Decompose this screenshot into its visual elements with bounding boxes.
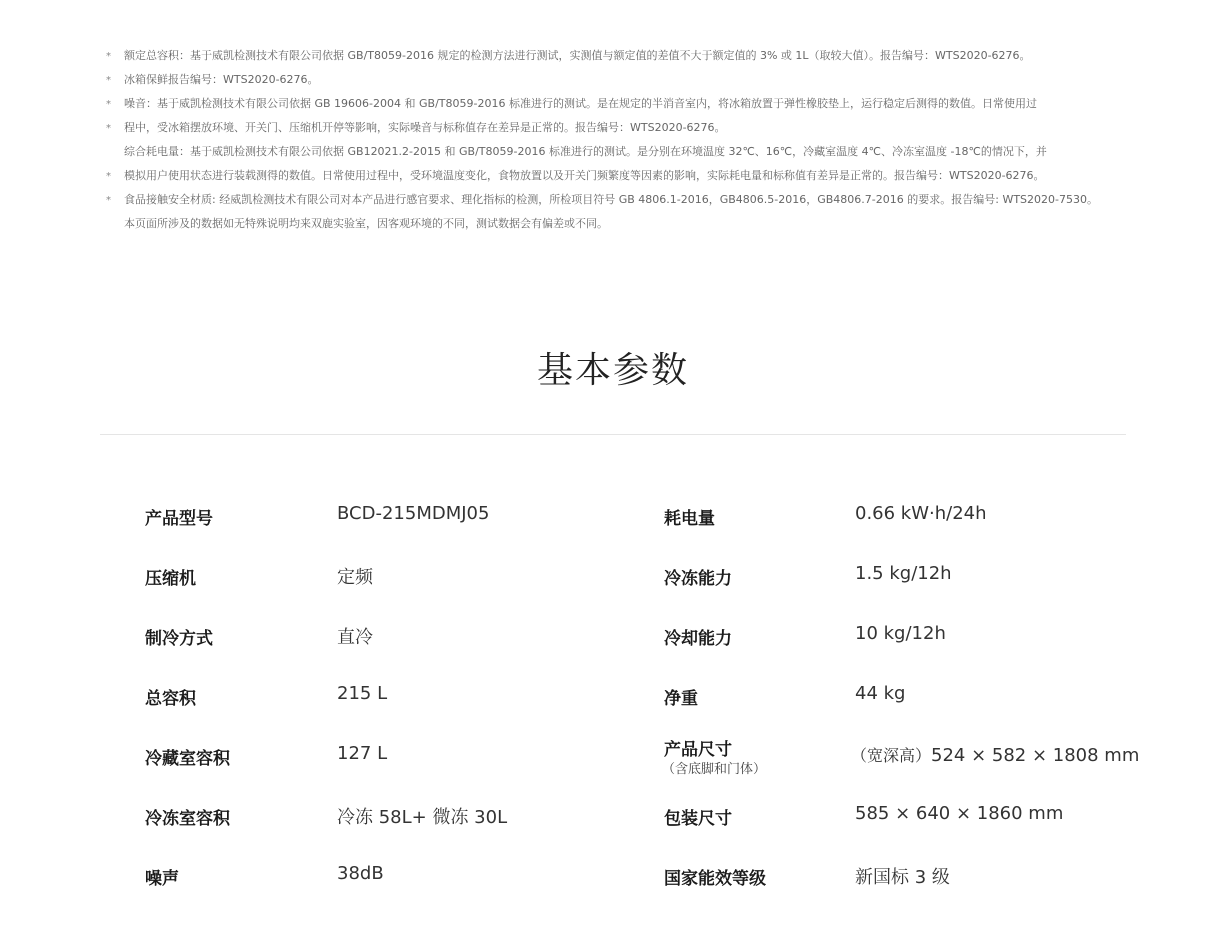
note-line bbox=[100, 68, 1130, 92]
spec-label: 制冷方式 bbox=[145, 629, 213, 649]
spec-label: 产品尺寸 bbox=[664, 740, 732, 760]
spec-sublabel: （含底脚和门体） bbox=[662, 762, 767, 777]
spec-row bbox=[0, 724, 1226, 784]
bullet-star-icon: * bbox=[106, 171, 111, 182]
spec-row bbox=[0, 844, 1226, 904]
spec-value: 38dB bbox=[337, 863, 384, 884]
spec-label: 冷却能力 bbox=[664, 629, 732, 649]
spec-row bbox=[0, 604, 1226, 664]
note-text: 额定总容积：基于威凯检测技术有限公司依据 GB/T8059-2016 规定的检测方法进行测试，实测值与额定值的差值不大于额定值的 3% 或 1L（取较大值）。报告编号：WTS2020-6276。 bbox=[124, 49, 1031, 62]
spec-value: 直冷 bbox=[337, 627, 373, 648]
spec-row bbox=[0, 484, 1226, 544]
note-line bbox=[100, 92, 1130, 116]
note-text: 模拟用户使用状态进行装载测得的数值。日常使用过程中，受环境温度变化，食物放置以及开关门频繁度等因素的影响，实际耗电量和标称值有差异是正常的。报告编号：WTS2020-6276。 bbox=[124, 169, 1045, 182]
spec-label: 噪声 bbox=[145, 869, 179, 889]
bullet-star-icon: * bbox=[106, 75, 111, 86]
spec-value: 定频 bbox=[337, 567, 373, 588]
spec-value: 585 × 640 × 1860 mm bbox=[855, 803, 1064, 824]
spec-label: 包装尺寸 bbox=[664, 809, 732, 829]
note-text: 程中，受冰箱摆放环境、开关门、压缩机开停等影响，实际噪音与标称值存在差异是正常的。报告编号：WTS2020-6276。 bbox=[124, 121, 726, 134]
spec-label: 净重 bbox=[664, 689, 698, 709]
spec-value: 10 kg/12h bbox=[855, 623, 946, 644]
spec-value: 0.66 kW·h/24h bbox=[855, 503, 987, 524]
note-line bbox=[100, 140, 1130, 164]
spec-row bbox=[0, 784, 1226, 844]
disclaimer-notes bbox=[100, 44, 1130, 236]
spec-value: 127 L bbox=[337, 743, 388, 764]
section-title: 基本参数 bbox=[536, 350, 689, 391]
spec-value: 215 L bbox=[337, 683, 388, 704]
spec-value-prefix: （宽深高） bbox=[851, 746, 932, 765]
spec-label: 总容积 bbox=[145, 689, 196, 709]
bullet-star-icon: * bbox=[106, 51, 111, 62]
note-line bbox=[100, 188, 1130, 212]
spec-row bbox=[0, 544, 1226, 604]
note-text: 本页面所涉及的数据如无特殊说明均来双鹿实验室，因客观环境的不同，测试数据会有偏差或不同。 bbox=[124, 217, 608, 230]
note-line bbox=[100, 116, 1130, 140]
note-line bbox=[100, 212, 1130, 236]
spec-row bbox=[0, 664, 1226, 724]
spec-value: 冷冻 58L+ 微冻 30L bbox=[337, 807, 508, 828]
note-line bbox=[100, 44, 1130, 68]
spec-value: 新国标 3 级 bbox=[855, 867, 950, 888]
spec-value: 1.5 kg/12h bbox=[855, 563, 952, 584]
note-text: 食品接触安全材质: 经威凯检测技术有限公司对本产品进行感官要求、理化指标的检测，所检项目符号 GB 4806.1-2016，GB4806.5-2016，GB4806.7-2016 的要求。报告编号: WTS2020-7530。 bbox=[124, 193, 1098, 206]
note-line bbox=[100, 164, 1130, 188]
bullet-star-icon: * bbox=[106, 195, 111, 206]
spec-value: BCD-215MDMJ05 bbox=[337, 503, 490, 524]
spec-value: 44 kg bbox=[855, 683, 906, 704]
spec-label: 产品型号 bbox=[145, 509, 213, 529]
spec-label: 国家能效等级 bbox=[664, 869, 766, 889]
spec-value-dimensions bbox=[851, 743, 1139, 766]
note-text: 噪音：基于威凯检测技术有限公司依据 GB 19606-2004 和 GB/T8059-2016 标准进行的测试。是在规定的半消音室内，将冰箱放置于弹性橡胶垫上，运行稳定后测得的数值。日常使用过 bbox=[124, 97, 1037, 110]
spec-label: 冷冻室容积 bbox=[145, 809, 230, 829]
spec-label: 耗电量 bbox=[664, 509, 715, 529]
spec-label: 冷藏室容积 bbox=[145, 749, 230, 769]
bullet-star-icon: * bbox=[106, 123, 111, 134]
spec-label: 冷冻能力 bbox=[664, 569, 732, 589]
note-text: 综合耗电量：基于威凯检测技术有限公司依据 GB12021.2-2015 和 GB/T8059-2016 标准进行的测试。是分别在环境温度 32℃、16℃，冷藏室温度 4℃、冷冻室温度 -18℃的情况下，并 bbox=[124, 145, 1047, 158]
note-text: 冰箱保鲜报告编号：WTS2020-6276。 bbox=[124, 73, 319, 86]
spec-value: 524 × 582 × 1808 mm bbox=[931, 745, 1140, 766]
spec-label: 压缩机 bbox=[145, 569, 196, 589]
section-divider bbox=[100, 434, 1126, 435]
bullet-star-icon: * bbox=[106, 99, 111, 110]
